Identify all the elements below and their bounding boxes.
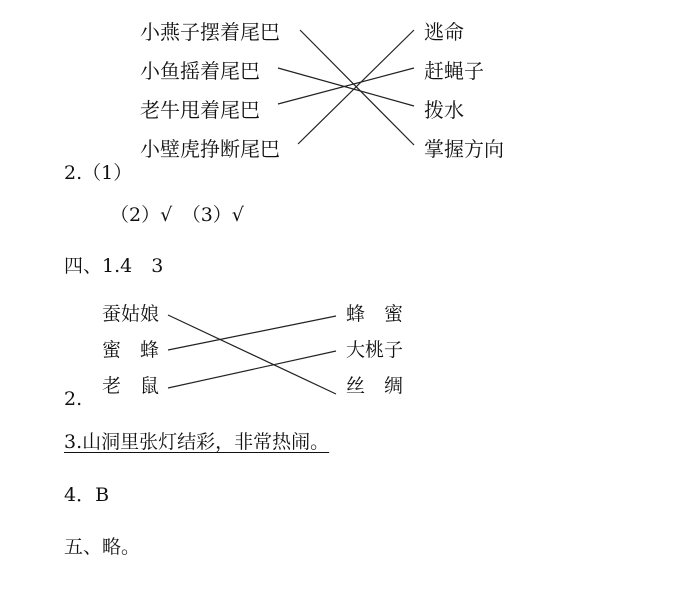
match1-right-2: 赶蝇子 bbox=[424, 59, 484, 83]
match1-left-3: 老牛甩着尾巴 bbox=[140, 98, 260, 122]
question-4-answer: 4．B bbox=[64, 484, 110, 506]
match2-left-1: 蚕姑娘 bbox=[102, 303, 160, 325]
section-5: 五、略。 bbox=[64, 536, 141, 558]
question-2b-label: 2. bbox=[64, 388, 83, 410]
match1-right-4: 掌握方向 bbox=[424, 137, 504, 161]
question-3-answer: 3.山洞里张灯结彩，非常热闹。 bbox=[64, 431, 330, 453]
match2-right-1: 蜂 蜜 bbox=[346, 303, 404, 325]
match2-right-2: 大桃子 bbox=[346, 339, 404, 361]
match2-line-2 bbox=[168, 316, 336, 350]
match1-right-1: 逃命 bbox=[424, 20, 464, 44]
section-4-title: 四、1.4 3 bbox=[64, 255, 164, 277]
match1-left-1: 小燕子摆着尾巴 bbox=[140, 20, 280, 44]
question-2-answers: （2）√ （3）√ bbox=[110, 204, 244, 226]
match2-left-3: 老 鼠 bbox=[102, 375, 160, 397]
match1-right-3: 拨水 bbox=[424, 98, 464, 122]
match2-left-2: 蜜 蜂 bbox=[102, 339, 160, 361]
match2-right-3: 丝 绸 bbox=[346, 375, 404, 397]
match1-left-4: 小壁虎挣断尾巴 bbox=[140, 137, 280, 161]
match1-left-2: 小鱼摇着尾巴 bbox=[140, 59, 260, 83]
question-2-label: 2.（1） bbox=[64, 162, 133, 184]
